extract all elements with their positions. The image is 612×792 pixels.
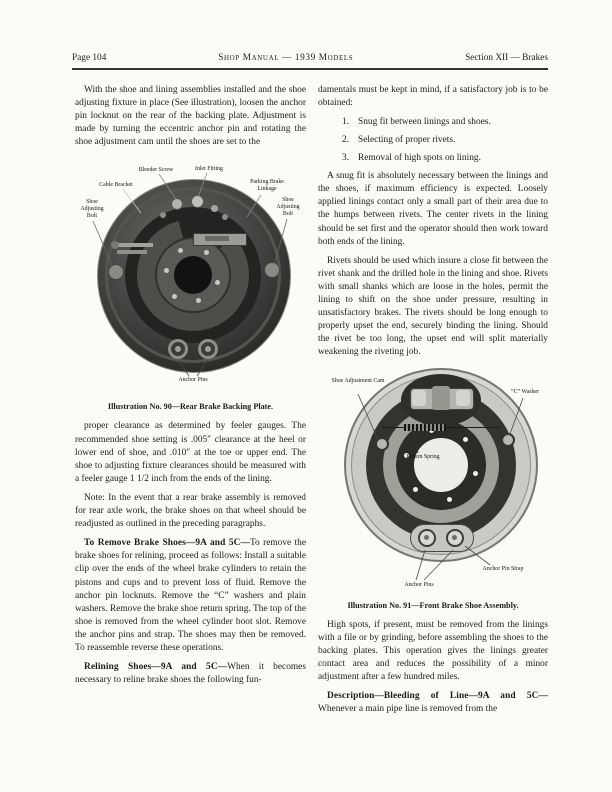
parking-brake-linkage-detail (205, 236, 229, 241)
wheel-cylinder-boot-right (456, 390, 470, 406)
list-item (318, 152, 548, 165)
paragraph: Note: In the event that a rear brake assembly is removed for rear axle work, the brake shoes on that wheel should be readjusted as outlined in the preceding paragraphs. (75, 492, 306, 530)
figure-label: Parking Brake Linkage (250, 179, 284, 193)
list-item (318, 116, 548, 129)
figure-label: Bleeder Screw (138, 167, 174, 174)
cable-rod (117, 243, 153, 247)
figure-label: Shoe Adjustment Cam (331, 377, 385, 384)
cable-rod (117, 250, 147, 254)
paragraph: proper clearance as determined by feeler gauges. The recommended shoe setting is .005″ clearance at the heel or lower end of shoe, and .010″ at the toe or upper end. The shoe to adjusting fixture clearances should be measured with a feeler gauge 1 1/2 inch from the ends of the lining. (75, 421, 306, 484)
paragraph (318, 690, 548, 716)
figure-91-caption: Illustration No. 91—Front Brake Shoe Assembly. (347, 600, 519, 610)
figure-label: Inlet Fitting (195, 166, 223, 173)
list-number: 2. (342, 135, 350, 146)
paragraph: damentals must be kept in mind, if a satisfactory job is to be obtained: (318, 85, 548, 109)
header-page-number: Page 104 (72, 53, 107, 63)
paragraph-heading: To Remove Brake Shoes—9A and 5C— (84, 538, 250, 549)
list-text: Selecting of proper rivets. (358, 135, 456, 146)
figure-90-rear-brake-backing-plate (75, 155, 305, 399)
return-spring-coil (404, 424, 446, 431)
paragraph: High spots, if present, must be removed from the linings with a file or by grinding, before assembling the shoes to the backing plates. This operation gives the linings greater contact area and reduces the possibility of a minor adjustment after a few hundred miles. (318, 619, 548, 682)
figure-label: “C” Washer (510, 388, 540, 395)
paragraph (75, 537, 306, 655)
c-washer-right (501, 433, 515, 447)
anchor-pin-center (424, 535, 429, 540)
wheel-cylinder-band (432, 386, 450, 410)
list-text: Removal of high spots on lining. (358, 153, 481, 164)
paragraph-text: To remove the brake shoes for relining, proceed as follows: Install a suitable clip over the ends of the wheel brake cylinders to retain the pistons and cups and to prevent loss of fluid. Remove the anchor pin locknuts. Remove the “C” washers and plain washers. Remove the brake shoe return spring. The top of the shoe is removed from the wheel cylinder boot slot. Remove the anchor pins and strap. The shoes may then be removed. To reassemble reverse these operations. (75, 538, 306, 653)
figure-90-caption: Illustration No. 90—Rear Brake Backing Plate. (107, 402, 274, 412)
bolt-hole (447, 497, 452, 502)
paragraph-text: Whenever a main pipe line is removed from the (318, 704, 498, 715)
paragraph: With the shoe and lining assemblies installed and the shoe adjusting fixture in place (See illustration), loosen the anchor pin locknut on the rear of the backing plate. Adjustment is made by turning the eccentric anchor pin and rotating the shoe adjustment cam until the shoes are set to the (75, 85, 306, 148)
figure-label: Shoe Adjusting Bolt (276, 197, 300, 218)
header-section: Section XII — Brakes (465, 53, 548, 63)
left-column (75, 84, 306, 693)
paragraph-heading: Relining Shoes—9A and 5C— (84, 662, 228, 673)
c-washer-left (375, 437, 389, 451)
list-number: 1. (342, 117, 350, 128)
wheel-cylinder-boot-left (412, 390, 426, 406)
anchor-pin-center (452, 535, 457, 540)
header-title: Shop Manual — 1939 Models (218, 53, 354, 63)
list-number: 3. (342, 153, 350, 164)
paragraph-text: When it becomes necessary to reline brake shoes the following fun- (75, 662, 306, 686)
paragraph-heading: Description—Bleeding of Line—9A and 5C— (327, 690, 548, 701)
figure-label: Anchor Pins (178, 377, 208, 384)
figure-label: Anchor Pin Strap (482, 565, 524, 572)
figure-label: Return Spring (406, 453, 440, 460)
list-text: Snug fit between linings and shoes. (358, 117, 491, 128)
bolt-hole (413, 487, 418, 492)
figure-91-front-brake-shoe-assembly (318, 366, 548, 598)
hub-center (414, 438, 468, 492)
list-item (318, 134, 548, 147)
figure-label: Cable Bracket (99, 182, 133, 189)
figure-label: Anchor Pins (404, 581, 434, 588)
paragraph: Rivets should be used which insure a close fit between the rivet shank and the drilled hole in the lining and shoe. Rivets with small shanks which are loose in the holes, permit the lining to shift on the shoe under pressure, resulting in unsatisfactory brakes. The rivets should be long enough to properly upset the end, securely binding the lining. Should the rivet be too long, the upset end will split materially weakening the riveting job. (318, 255, 548, 358)
bolt-hole (463, 437, 468, 442)
right-column (318, 84, 548, 722)
page-header (72, 53, 548, 70)
paragraph: A snug fit is absolutely necessary between the linings and the shoes, if maximum efficiency is expected. Loosely applied linings contact only a small part of their area due to the humps between rivets. The center rivets in the lining should be set first and the operator should then work toward both ends of the lining. (318, 171, 548, 247)
paragraph (75, 661, 306, 687)
bolt-hole (473, 471, 478, 476)
figure-label: Shoe Adjusting Bolt (80, 199, 104, 220)
